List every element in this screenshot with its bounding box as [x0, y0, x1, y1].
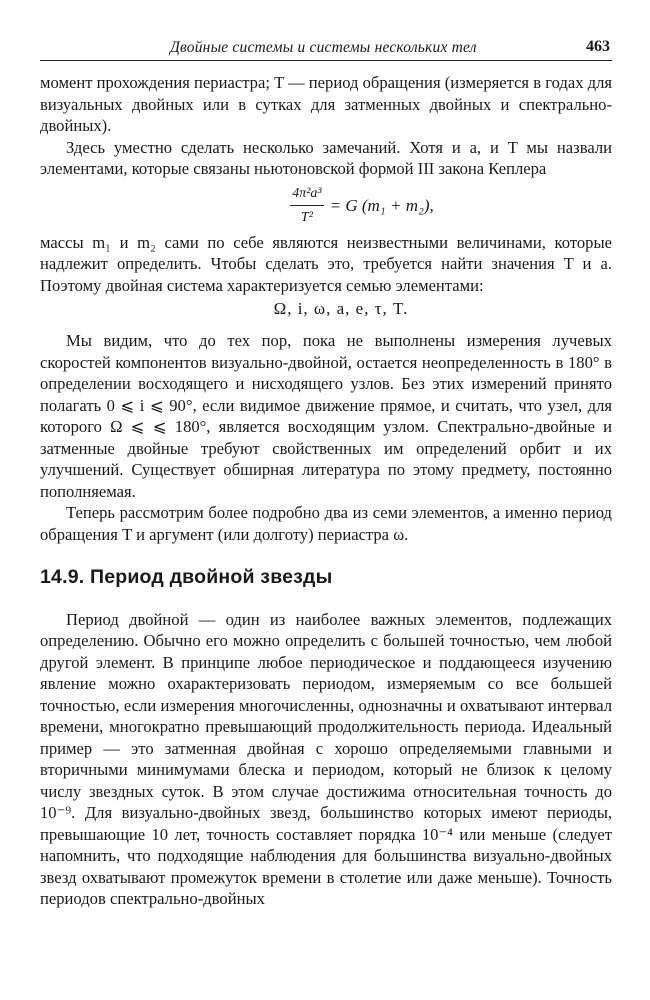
- paragraph-remarks: Здесь уместно сделать несколько замечаний. Хотя и a, и T мы назвали элементами, которые связаны ньютоновской формой III закона Кеплера: [40, 137, 612, 178]
- formula-numerator: 4π²a³: [290, 183, 323, 207]
- paragraph-continuation: момент прохождения периастра; T — период обращения (измеряется в годах для визуальных двойных или в сутках для затменных двойных и спектрально-двойных).: [40, 73, 613, 135]
- running-title: Двойные системы и системы нескольких тел: [170, 39, 477, 56]
- section-heading: 14.9. Период двойной звезды: [40, 566, 333, 588]
- page-header: [40, 38, 612, 61]
- formula-fraction: [290, 183, 323, 229]
- kepler-formula: [40, 180, 612, 232]
- elements-list: Ω, i, ω, a, e, τ, T.: [273, 299, 409, 318]
- paragraph-radial-velocities: Мы видим, что до тех пор, пока не выполнены измерения лучевых скоростей компонентов визуально-двойной, остается неопределенность в 180° в определении восходящего и нисходящего узлов. Без этих измерений принято полагать 0 ⩽ i ⩽ 90°, если видимое движение прямое, и считать, что узел, для которого Ω ⩽ ⩽ 180°, является восходящим узлом. Спектрально-двойные и затменные двойные требуют свойственных им определений орбит и их улучшений. Существует обширная литература по этому предмету, постоянно пополняемая.: [40, 331, 612, 501]
- formula-denominator: T²: [300, 210, 313, 225]
- paragraph-two-elements: Теперь рассмотрим более подробно два из семи элементов, а именно период обращения T и аргумент (или долготу) периастра ω.: [40, 503, 612, 544]
- paragraph-masses: массы m₁ и m₂ сами по себе являются неизвестными величинами, которые надлежит определить. Чтобы сделать это, требуется найти значения T и a. Поэтому двойная система характеризуется семью элементами:: [40, 232, 612, 295]
- formula-rhs: = G (m₁ + m₂),: [329, 195, 434, 215]
- paragraph-period: Период двойной — один из наиболее важных элементов, подлежащих определению. Обычно его можно определить с большей точностью, чем любой другой элемент. В принципе любое периодическое и поддающееся изучению явление можно охарактеризовать периодом, измеряемым со все большей точностью, если измерения многочисленны, однозначны и охватывают интервал времени, многократно превышающий продолжительность периода. Идеальный пример — это затменная двойная с хорошо определяемыми главными и вторичными минимумами блеска и периодом, который не близок к целому числу звездных суток. В этом случае достижима относительная точность до 10⁻⁹. Для визуально-двойных звезд, большинство которых имеют периоды, превышающие 10 лет, точность составляет порядка 10⁻⁴ или меньше (следует напомнить, что подходящие наблюдения для большинства визуально-двойных звезд охватывают промежуток времени в столетие или даже меньше). Точность периодов спектрально-двойных: [40, 609, 612, 908]
- page-number: 463: [586, 38, 610, 55]
- body-text: [40, 72, 612, 910]
